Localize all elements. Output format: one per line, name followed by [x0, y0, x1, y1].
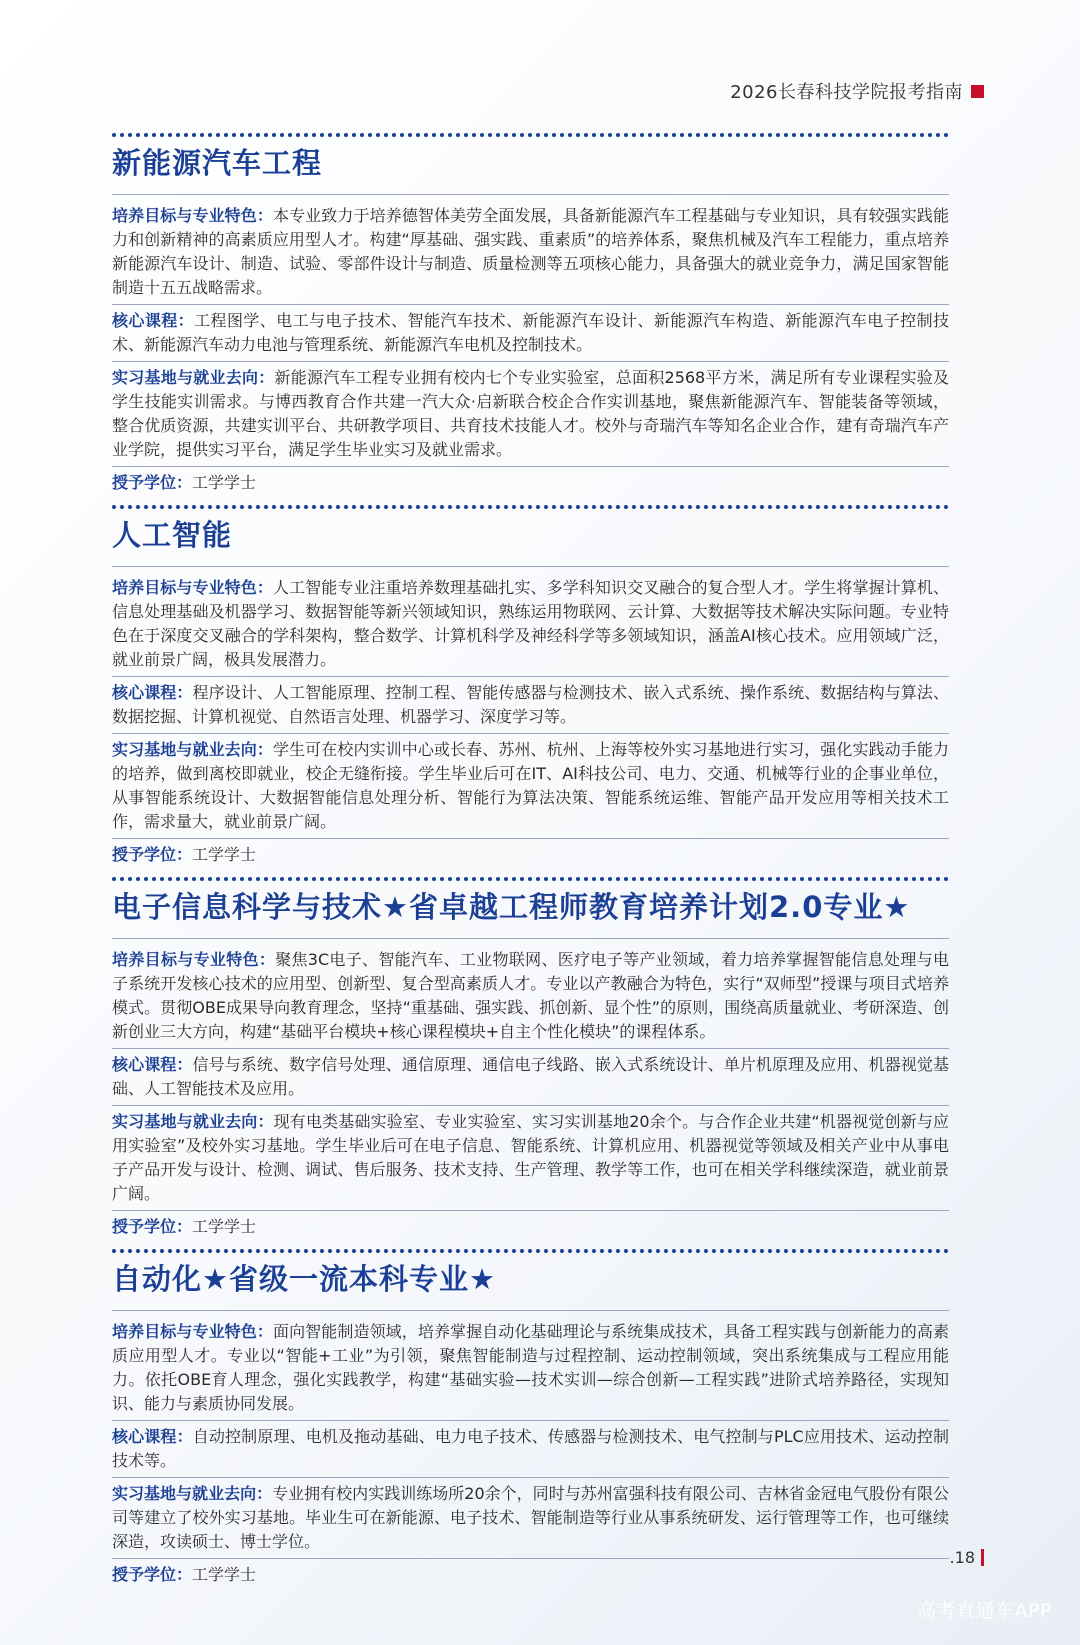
practice-label: 实习基地与就业去向： [112, 740, 273, 759]
practice-paragraph [112, 1110, 949, 1211]
major-section [112, 505, 949, 871]
courses-label: 核心课程： [112, 1055, 193, 1074]
practice-paragraph [112, 366, 949, 467]
goals-paragraph [112, 948, 949, 1049]
major-section [112, 133, 949, 499]
courses-text: 信号与系统、数字信号处理、通信原理、通信电子线路、嵌入式系统设计、单片机原理及应用、机器视觉基础、人工智能技术及应用。 [112, 1055, 949, 1098]
courses-text: 自动控制原理、电机及拖动基础、电力电子技术、传感器与检测技术、电气控制与PLC应用技术、运动控制技术等。 [112, 1427, 949, 1470]
page-number-text: .18 [949, 1548, 975, 1567]
watermark: 高考直通车APP [917, 1600, 1052, 1622]
goals-paragraph [112, 1320, 949, 1421]
courses-text: 程序设计、人工智能原理、控制工程、智能传感器与检测技术、嵌入式系统、操作系统、数据结构与算法、数据挖掘、计算机视觉、自然语言处理、机器学习、深度学习等。 [112, 683, 949, 726]
practice-paragraph [112, 738, 949, 839]
courses-label: 核心课程： [112, 1427, 193, 1446]
practice-text: 专业拥有校内实践训练场所20余个，同时与苏州富强科技有限公司、吉林省金冠电气股份有限公司等建立了校外实习基地。毕业生可在新能源、电子技术、智能制造等行业从事系统研发、运行管理等工作，也可继续深造，攻读硕士、博士学位。 [112, 1484, 949, 1551]
practice-label: 实习基地与就业去向： [112, 368, 275, 387]
red-square-icon [971, 85, 984, 98]
goals-label: 培养目标与专业特色： [112, 1322, 273, 1341]
major-title: 自动化★省级一流本科专业★ [112, 1260, 949, 1311]
red-bar-icon [981, 1549, 984, 1566]
courses-text: 工程图学、电工与电子技术、智能汽车技术、新能源汽车设计、新能源汽车构造、新能源汽车电子控制技术、新能源汽车动力电池与管理系统、新能源汽车电机及控制技术。 [112, 311, 949, 354]
courses-label: 核心课程： [112, 683, 193, 702]
major-title: 电子信息科学与技术★省卓越工程师教育培养计划2.0专业★ [112, 888, 949, 939]
goals-text: 聚焦3C电子、智能汽车、工业物联网、医疗电子等产业领域，着力培养掌握智能信息处理与电子系统开发核心技术的应用型、创新型、复合型高素质人才。专业以产教融合为特色，实行“双师型”授课与项目式培养模式。贯彻OBE成果导向教育理念，坚持“重基础、强实践、抓创新、显个性”的原则，围绕高质量就业、考研深造、创新创业三大方向，构建“基础平台模块+核心课程模块+自主个性化模块”的课程体系。 [112, 950, 949, 1041]
dotted-divider [112, 877, 949, 881]
practice-label: 实习基地与就业去向： [112, 1112, 274, 1131]
major-section [112, 877, 949, 1243]
header-title: 2026长春科技学院报考指南 [730, 82, 963, 103]
degree-text: 工学学士 [192, 1217, 257, 1236]
practice-paragraph [112, 1482, 949, 1559]
page-header [730, 78, 984, 104]
major-title: 新能源汽车工程 [112, 144, 949, 195]
page-number [950, 1548, 984, 1567]
courses-paragraph [112, 681, 949, 734]
goals-text: 面向智能制造领域，培养掌握自动化基础理论与系统集成技术，具备工程实践与创新能力的高素质应用型人才。专业以“智能+工业”为引领，聚焦智能制造与过程控制、运动控制领域，突出系统集成与工程应用能力。依托OBE育人理念，强化实践教学，构建“基础实验—技术实训—综合创新—工程实践”进阶式培养路径，实现知识、能力与素质协同发展。 [112, 1322, 949, 1413]
dotted-divider [112, 133, 949, 137]
practice-text: 新能源汽车工程专业拥有校内七个专业实验室，总面积2568平方米，满足所有专业课程实验及学生技能实训需求。与博西教育合作共建一汽大众·启新联合校企合作实训基地，聚焦新能源汽车、智能装备等领域，整合优质资源，共建实训平台、共研教学项目、共育技术技能人才。校外与奇瑞汽车等知名企业合作，建有奇瑞汽车产业学院，提供实习平台，满足学生毕业实习及就业需求。 [112, 368, 949, 459]
courses-paragraph [112, 309, 949, 362]
dotted-divider [112, 505, 949, 509]
degree-paragraph [112, 843, 949, 871]
degree-label: 授予学位： [112, 1565, 193, 1584]
major-section [112, 1249, 949, 1591]
goals-label: 培养目标与专业特色： [112, 206, 273, 225]
practice-text: 学生可在校内实训中心或长春、苏州、杭州、上海等校外实习基地进行实习，强化实践动手能力的培养，做到离校即就业，校企无缝衔接。学生毕业后可在IT、AI科技公司、电力、交通、机械等行业的企事业单位，从事智能系统设计、大数据智能信息处理分析、智能行为算法决策、智能系统运维、智能产品开发应用等相关技术工作，需求量大，就业前景广阔。 [112, 740, 949, 831]
degree-label: 授予学位： [112, 845, 193, 864]
goals-paragraph [112, 576, 949, 677]
degree-label: 授予学位： [112, 473, 193, 492]
majors-content [112, 133, 949, 1597]
courses-paragraph [112, 1425, 949, 1478]
goals-text: 人工智能专业注重培养数理基础扎实、多学科知识交叉融合的复合型人才。学生将掌握计算机、信息处理基础及机器学习、数据智能等新兴领域知识，熟练运用物联网、云计算、大数据等技术解决实际问题。专业特色在于深度交叉融合的学科架构，整合数学、计算机科学及神经科学等多领域知识，涵盖AI核心技术。应用领域广泛，就业前景广阔，极具发展潜力。 [112, 578, 949, 669]
goals-label: 培养目标与专业特色： [112, 578, 273, 597]
degree-paragraph [112, 471, 949, 499]
goals-text: 本专业致力于培养德智体美劳全面发展，具备新能源汽车工程基础与专业知识，具有较强实践能力和创新精神的高素质应用型人才。构建“厚基础、强实践、重素质”的培养体系，聚焦机械及汽车工程能力，重点培养新能源汽车设计、制造、试验、零部件设计与制造、质量检测等五项核心能力，具备强大的就业竞争力，满足国家智能制造十五五战略需求。 [112, 206, 949, 297]
major-title: 人工智能 [112, 516, 949, 567]
degree-text: 工学学士 [192, 1565, 257, 1584]
goals-paragraph [112, 204, 949, 305]
degree-paragraph [112, 1215, 949, 1243]
dotted-divider [112, 1249, 949, 1253]
degree-text: 工学学士 [192, 473, 257, 492]
practice-text: 现有电类基础实验室、专业实验室、实习实训基地20余个。与合作企业共建“机器视觉创新与应用实验室”及校外实习基地。学生毕业后可在电子信息、智能系统、计算机应用、机器视觉等领域及相关产业中从事电子产品开发与设计、检测、调试、售后服务、技术支持、生产管理、教学等工作，也可在相关学科继续深造，就业前景广阔。 [112, 1112, 949, 1203]
degree-paragraph [112, 1563, 949, 1591]
degree-label: 授予学位： [112, 1217, 193, 1236]
practice-label: 实习基地与就业去向： [112, 1484, 273, 1503]
goals-label: 培养目标与专业特色： [112, 950, 276, 969]
courses-paragraph [112, 1053, 949, 1106]
courses-label: 核心课程： [112, 311, 195, 330]
degree-text: 工学学士 [192, 845, 257, 864]
